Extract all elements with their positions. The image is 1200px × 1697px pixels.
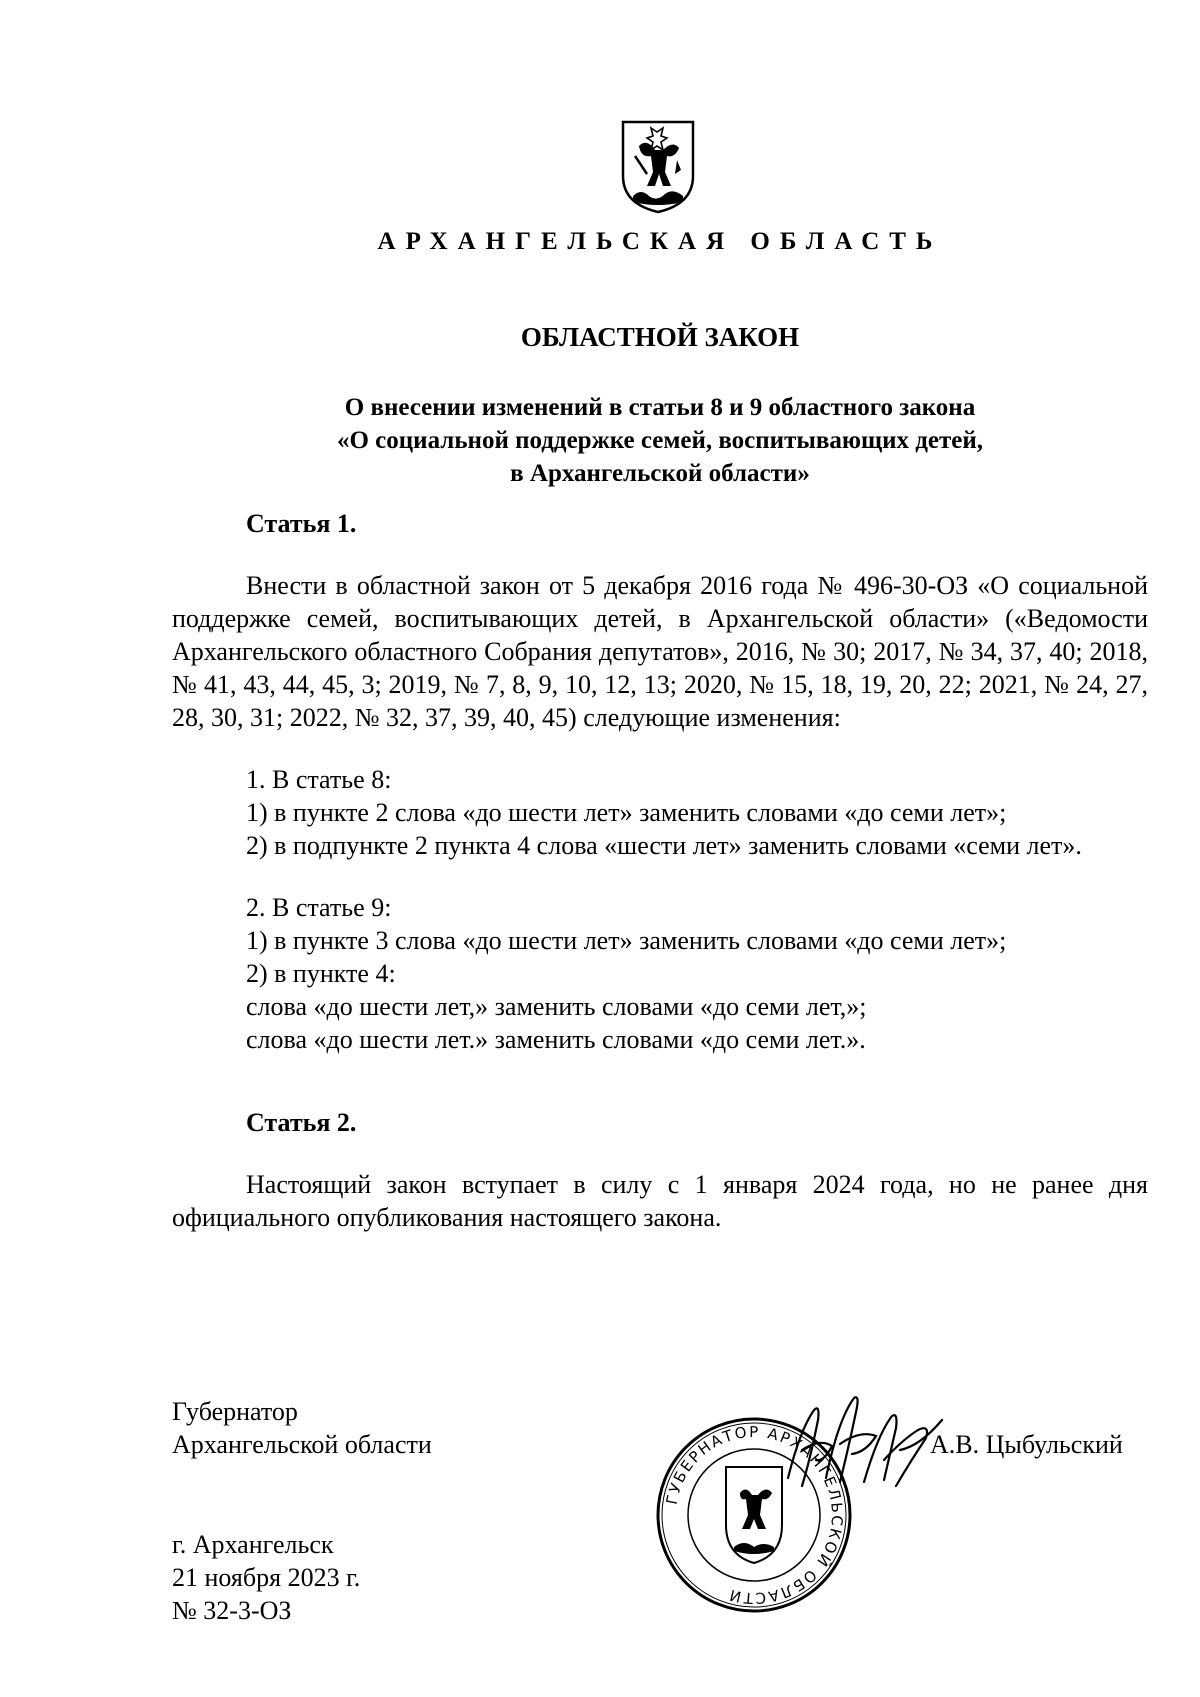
article-2 bbox=[172, 1106, 1148, 1234]
signing-date: 21 ноября 2023 г. bbox=[172, 1563, 361, 1592]
law-title bbox=[200, 391, 1120, 490]
law-title-line: О внесении изменений в статьи 8 и 9 областного закона bbox=[344, 394, 976, 421]
region-name: АРХАНГЕЛЬСКАЯ ОБЛАСТЬ bbox=[377, 228, 943, 255]
item-2-title: 2. В статье 9: bbox=[246, 893, 392, 922]
item-1-sub-1: 1) в пункте 2 слова «до шести лет» заменить словами «до семи лет»; bbox=[246, 798, 1007, 827]
place-of-signing: г. Архангельск bbox=[172, 1530, 334, 1559]
item-1-sub-2: 2) в подпункте 2 пункта 4 слова «шести лет» заменить словами «семи лет». bbox=[246, 831, 1082, 860]
law-type-heading: ОБЛАСТНОЙ ЗАКОН bbox=[520, 322, 800, 352]
article-1-intro: Внести в областной закон от 5 декабря 2016 года № 496-30-ОЗ «О социальной поддержке семей, воспитывающих детей, в Архангельской области» («Ведомости Архангельского областного Собрания депутатов», 2016, № 30; 2017, № 34, 37, 40; 2018, № 41, 43, 44, 45, 3; 2019, № 7, 8, 9, 10, 12, 13; 2020, № 15, 18, 19, 20, 22; 2021, № 24, 27, 28, 30, 31; 2022, № 32, 37, 39, 40, 45) следующие изменения: bbox=[172, 571, 1148, 732]
law-title-line: в Архангельской области» bbox=[510, 460, 810, 487]
article-1-heading: Статья 1. bbox=[246, 509, 357, 538]
article-2-heading: Статья 2. bbox=[246, 1108, 357, 1137]
seal-text: ГУБЕРНАТОР АРХАНГЕЛЬСКОЙ ОБЛАСТИ bbox=[662, 1422, 847, 1608]
signatory-position bbox=[172, 1395, 432, 1461]
coat-of-arms-icon bbox=[617, 116, 699, 216]
law-number: № 32-3-ОЗ bbox=[172, 1596, 292, 1625]
item-1-title: 1. В статье 8: bbox=[246, 765, 392, 794]
article-1 bbox=[172, 507, 1148, 1056]
document-footer bbox=[172, 1528, 360, 1627]
signatory-position-line: Губернатор bbox=[172, 1397, 298, 1426]
item-2-sub-2-line-2: слова «до шести лет.» заменить словами «до семи лет.». bbox=[246, 1025, 866, 1054]
article-2-text: Настоящий закон вступает в силу с 1 января 2024 года, но не ранее дня официального опубликования настоящего закона. bbox=[172, 1170, 1148, 1232]
handwritten-signature bbox=[780, 1390, 950, 1500]
item-2-sub-2: 2) в пункте 4: bbox=[246, 959, 396, 988]
signatory-name: А.В. Цыбульский bbox=[930, 1430, 1123, 1459]
law-title-line: «О социальной поддержке семей, воспитывающих детей, bbox=[336, 427, 984, 454]
item-2-sub-1: 1) в пункте 3 слова «до шести лет» заменить словами «до семи лет»; bbox=[246, 926, 1007, 955]
item-2-sub-2-line-1: слова «до шести лет,» заменить словами «до семи лет,»; bbox=[246, 992, 867, 1021]
signatory-position-line: Архангельской области bbox=[172, 1430, 432, 1459]
